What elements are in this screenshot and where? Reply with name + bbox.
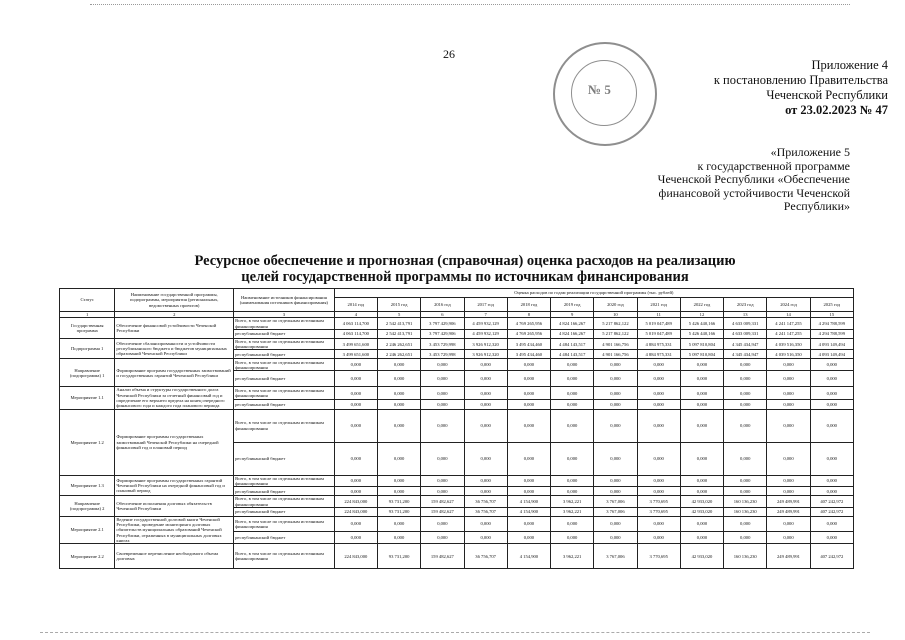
row-value: 407 242,972: [810, 507, 853, 516]
row-value: 4 154,900: [507, 507, 550, 516]
row-value: 4 633 009,331: [724, 329, 767, 338]
column-number: 15: [810, 312, 853, 318]
row-value: 0,000: [551, 442, 594, 475]
row-value: 0,000: [507, 371, 550, 387]
header-year: 2023 год: [724, 298, 767, 312]
row-value: 4 901 166,756: [594, 350, 637, 359]
program-ref-line-2: к государственной программе: [697, 158, 850, 173]
row-value: 3 770,695: [637, 544, 680, 569]
row-value: 0,000: [421, 516, 464, 531]
row-value: 0,000: [810, 359, 853, 371]
row-source: республиканский бюджет: [234, 371, 335, 387]
row-value: 4 294 788,599: [810, 329, 853, 338]
row-value: 0,000: [464, 475, 507, 487]
row-source: Всего, в том числе по отдельным источникам финансирования: [234, 318, 335, 330]
row-value: 0,000: [551, 371, 594, 387]
row-value: 5 019 047,489: [637, 329, 680, 338]
table-row: [60, 516, 854, 531]
row-value: 0,000: [594, 487, 637, 496]
row-value: 3 499 651,600: [334, 350, 377, 359]
row-value: 93 731,200: [377, 496, 420, 508]
row-value: 0,000: [507, 359, 550, 371]
column-number: 7: [464, 312, 507, 318]
row-value: 4 063 114,700: [334, 329, 377, 338]
table-row: [60, 387, 854, 399]
row-value: 0,000: [334, 371, 377, 387]
program-reference: [600, 146, 850, 214]
column-number: 4: [334, 312, 377, 318]
row-value: 4 154,900: [507, 544, 550, 569]
row-value: 0,000: [377, 371, 420, 387]
header-status: Статус: [60, 289, 115, 312]
row-value: 0,000: [334, 475, 377, 487]
row-value: 0,000: [810, 399, 853, 409]
row-value: 0,000: [680, 359, 723, 371]
row-value: 0,000: [594, 399, 637, 409]
row-value: 4 039 516,350: [767, 338, 810, 350]
appendix-decree-date: от 23.02.2023 № 47: [785, 103, 888, 117]
row-value: 4 345 434,947: [724, 338, 767, 350]
column-number: 8: [507, 312, 550, 318]
row-value: 0,000: [594, 532, 637, 544]
row-value: 0,000: [680, 516, 723, 531]
column-number: 13: [724, 312, 767, 318]
row-value: 0,000: [551, 475, 594, 487]
appendix-line-2: к постановлению Правительства: [713, 73, 888, 87]
column-number: 14: [767, 312, 810, 318]
row-source: республиканский бюджет: [234, 329, 335, 338]
table-row: [60, 544, 854, 569]
row-value: 0,000: [421, 532, 464, 544]
row-value: 0,000: [551, 359, 594, 371]
table-row: [60, 409, 854, 442]
row-value: 224 843,000: [334, 544, 377, 569]
row-value: 3 770,695: [637, 507, 680, 516]
row-value: 4 345 434,947: [724, 350, 767, 359]
header-source: Наименование источников финансирования (наименования источников финансирования): [234, 289, 335, 312]
header-year: 2024 год: [767, 298, 810, 312]
row-value: 0,000: [464, 487, 507, 496]
program-ref-line-3: Чеченской Республики «Обеспечение: [657, 172, 850, 186]
row-value: 0,000: [421, 359, 464, 371]
row-value: 0,000: [637, 399, 680, 409]
row-name: Формирование программы государственных гарантий Чеченской Республики на очередной финансовый год и плановый период: [115, 475, 234, 496]
row-value: 0,000: [724, 475, 767, 487]
row-value: 4 063 114,700: [334, 318, 377, 330]
row-value: 0,000: [594, 475, 637, 487]
row-value: 0,000: [377, 442, 420, 475]
row-value: 3 926 912,320: [464, 350, 507, 359]
column-number: 11: [637, 312, 680, 318]
row-value: 0,000: [767, 399, 810, 409]
row-value: 36 756,707: [464, 496, 507, 508]
appendix-line-3: Чеченской Республики: [766, 88, 888, 102]
header-year: 2019 год: [551, 298, 594, 312]
header-year: 2014 год: [334, 298, 377, 312]
row-value: 0,000: [421, 487, 464, 496]
row-value: 0,000: [724, 359, 767, 371]
row-value: 4 769 265,956: [507, 318, 550, 330]
row-value: 0,000: [421, 442, 464, 475]
row-value: 0,000: [724, 399, 767, 409]
row-value: 0,000: [507, 442, 550, 475]
row-value: 42 933,020: [680, 496, 723, 508]
row-source: Всего, в том числе по отдельным источникам финансирования: [234, 496, 335, 508]
row-value: 0,000: [724, 409, 767, 442]
row-source: Всего, в том числе по отдельным источникам финансирования: [234, 475, 335, 487]
table-row: [60, 338, 854, 350]
document-title: [170, 253, 760, 285]
row-value: 4 824 166,267: [551, 318, 594, 330]
row-value: 0,000: [767, 442, 810, 475]
row-source: Всего, в том числе по отдельным источникам финансирования: [234, 387, 335, 399]
row-value: 0,000: [680, 409, 723, 442]
row-value: 3 962,221: [551, 496, 594, 508]
row-value: 0,000: [377, 487, 420, 496]
row-value: 0,000: [637, 387, 680, 399]
row-value: 0,000: [464, 532, 507, 544]
row-value: 0,000: [464, 399, 507, 409]
row-value: 159 482,627: [421, 544, 464, 569]
scan-artifact-bottom: [40, 632, 870, 635]
row-status: Направление (подпрограмма) 2: [60, 496, 115, 517]
column-number: 12: [680, 312, 723, 318]
row-value: 4 484 143,517: [551, 350, 594, 359]
row-value: 4 484 143,517: [551, 338, 594, 350]
row-value: 0,000: [334, 409, 377, 442]
row-value: 5 426 440,166: [680, 318, 723, 330]
row-value: 0,000: [507, 487, 550, 496]
row-value: 0,000: [680, 399, 723, 409]
row-status: Государственная программа: [60, 318, 115, 339]
row-value: 249 489,991: [767, 496, 810, 508]
row-source: республиканский бюджет: [234, 532, 335, 544]
row-source: республиканский бюджет: [234, 350, 335, 359]
column-number: 5: [377, 312, 420, 318]
row-status: Мероприятие 2.1: [60, 516, 115, 543]
row-value: 42 933,020: [680, 507, 723, 516]
row-status: Подпрограмма 1: [60, 338, 115, 359]
page-number: 26: [443, 47, 455, 61]
row-value: 4 093 149,494: [810, 338, 853, 350]
funding-table: [59, 288, 854, 569]
row-value: 249 489,991: [767, 544, 810, 569]
row-value: 2 246 262,651: [377, 350, 420, 359]
row-value: 3 962,221: [551, 507, 594, 516]
row-value: 0,000: [334, 387, 377, 399]
row-source: Всего, в том числе по отдельным источникам финансирования: [234, 544, 335, 569]
row-value: 0,000: [551, 409, 594, 442]
row-value: 0,000: [464, 359, 507, 371]
row-value: 0,000: [680, 532, 723, 544]
row-value: 0,000: [594, 409, 637, 442]
row-value: 0,000: [334, 487, 377, 496]
row-value: 0,000: [551, 387, 594, 399]
row-value: 3 495 434,460: [507, 350, 550, 359]
row-value: 0,000: [767, 487, 810, 496]
row-value: 3 767,006: [594, 507, 637, 516]
row-value: 0,000: [767, 359, 810, 371]
row-value: 0,000: [334, 532, 377, 544]
row-source: Всего, в том числе по отдельным источникам финансирования: [234, 359, 335, 371]
row-value: 3 770,695: [637, 496, 680, 508]
row-value: 0,000: [767, 532, 810, 544]
row-value: 0,000: [724, 487, 767, 496]
row-status: Мероприятие 1.3: [60, 475, 115, 496]
row-value: 0,000: [810, 371, 853, 387]
row-value: 0,000: [680, 371, 723, 387]
row-name: Своевременное перечисление необходимого объема долговых: [115, 544, 234, 569]
header-row: [60, 289, 854, 298]
row-value: 3 453 729,998: [421, 350, 464, 359]
row-value: 3 499 651,600: [334, 338, 377, 350]
row-value: 0,000: [377, 516, 420, 531]
row-value: 4 154,900: [507, 496, 550, 508]
column-number: 6: [421, 312, 464, 318]
row-value: 4 901 166,756: [594, 338, 637, 350]
row-value: 5 019 047,489: [637, 318, 680, 330]
row-value: 407 242,972: [810, 544, 853, 569]
row-value: 0,000: [594, 371, 637, 387]
row-value: 4 039 516,350: [767, 350, 810, 359]
row-value: 0,000: [767, 409, 810, 442]
row-value: 0,000: [594, 359, 637, 371]
row-value: 3 797 429,906: [421, 318, 464, 330]
header-estimate: Оценка расходов по годам реализации государственной программы (тыс. рублей): [334, 289, 853, 298]
row-source: Всего, в том числе по отдельным источникам финансирования: [234, 409, 335, 442]
row-value: 5 217 862,122: [594, 329, 637, 338]
row-value: 0,000: [810, 487, 853, 496]
row-name: Обеспечение финансовой устойчивости Чеченской Республики: [115, 318, 234, 339]
header-year: 2015 год: [377, 298, 420, 312]
title-line-1: Ресурсное обеспечение и прогнозная (справочная) оценка расходов на реализацию: [194, 253, 736, 269]
title-line-2: целей государственной программы по источникам финансирования: [241, 269, 689, 285]
row-value: 3 767,006: [594, 496, 637, 508]
row-value: 0,000: [810, 475, 853, 487]
row-value: 0,000: [680, 442, 723, 475]
row-value: 3 767,006: [594, 544, 637, 569]
row-value: 0,000: [680, 487, 723, 496]
row-value: 0,000: [810, 532, 853, 544]
row-source: республиканский бюджет: [234, 399, 335, 409]
row-value: 0,000: [724, 532, 767, 544]
row-value: 0,000: [637, 442, 680, 475]
header-year: 2020 год: [594, 298, 637, 312]
row-value: 0,000: [507, 532, 550, 544]
row-value: 0,000: [507, 475, 550, 487]
column-number: 10: [594, 312, 637, 318]
row-value: 0,000: [767, 516, 810, 531]
row-value: 4 093 149,494: [810, 350, 853, 359]
row-value: 2 246 262,651: [377, 338, 420, 350]
row-value: 0,000: [767, 387, 810, 399]
row-source: республиканский бюджет: [234, 487, 335, 496]
scan-artifact-top: [90, 4, 850, 7]
row-value: 4 459 932,129: [464, 329, 507, 338]
header-year: 2021 год: [637, 298, 680, 312]
row-value: 0,000: [810, 516, 853, 531]
row-value: 5 097 810,804: [680, 338, 723, 350]
row-value: 0,000: [680, 387, 723, 399]
header-year: 2025 год: [810, 298, 853, 312]
row-value: 0,000: [637, 371, 680, 387]
table-row: [60, 318, 854, 330]
row-name: Обеспечение сбалансированности и устойчивости республиканского бюджета и бюджетов муниципальных образований Чеченской Республики: [115, 338, 234, 359]
row-value: 93 731,200: [377, 507, 420, 516]
row-value: 0,000: [637, 532, 680, 544]
row-value: 160 136,230: [724, 544, 767, 569]
row-value: 0,000: [724, 516, 767, 531]
row-value: 0,000: [377, 359, 420, 371]
row-value: 0,000: [637, 516, 680, 531]
row-value: 224 843,000: [334, 496, 377, 508]
column-number: 3: [234, 312, 335, 318]
table-row: [60, 475, 854, 487]
row-value: 160 136,230: [724, 496, 767, 508]
program-ref-line-4: финансовой устойчивости Чеченской: [658, 185, 850, 200]
row-value: 0,000: [594, 442, 637, 475]
program-ref-line-5: Республики»: [783, 199, 850, 213]
column-number: 9: [551, 312, 594, 318]
row-value: 4 769 265,956: [507, 329, 550, 338]
row-value: 0,000: [464, 516, 507, 531]
row-value: 0,000: [507, 516, 550, 531]
row-value: 0,000: [421, 387, 464, 399]
row-value: 4 884 975,331: [637, 338, 680, 350]
row-value: 0,000: [334, 442, 377, 475]
row-name: Обеспечение исполнения долговых обязательств Чеченской Республики: [115, 496, 234, 517]
row-value: 159 482,627: [421, 507, 464, 516]
appendix-line-1: Приложение 4: [811, 58, 888, 72]
row-value: 0,000: [810, 409, 853, 442]
row-value: 0,000: [464, 387, 507, 399]
row-value: 5 217 862,122: [594, 318, 637, 330]
row-value: 36 756,707: [464, 544, 507, 569]
row-value: 0,000: [377, 532, 420, 544]
row-source: республиканский бюджет: [234, 442, 335, 475]
row-value: 0,000: [637, 487, 680, 496]
row-name: Формирование программ государственных заимствований и государственных гарантий Чеченской Республики: [115, 359, 234, 387]
row-source: Всего, в том числе по отдельным источникам финансирования: [234, 516, 335, 531]
row-value: 0,000: [724, 371, 767, 387]
row-name: Формирование программы государственных заимствований Чеченской Республики на очередной финансовый год и плановый период: [115, 409, 234, 475]
row-value: 0,000: [334, 399, 377, 409]
header-year: 2016 год: [421, 298, 464, 312]
program-ref-line-1: «Приложение 5: [770, 145, 850, 159]
row-value: 0,000: [551, 399, 594, 409]
row-source: Всего, в том числе по отдельным источникам финансирования: [234, 338, 335, 350]
row-value: 0,000: [551, 532, 594, 544]
row-value: 4 241 147,255: [767, 329, 810, 338]
header-year: 2022 год: [680, 298, 723, 312]
row-value: 0,000: [767, 475, 810, 487]
row-value: 0,000: [421, 399, 464, 409]
row-value: 4 241 147,255: [767, 318, 810, 330]
row-value: 0,000: [767, 371, 810, 387]
table-row: [60, 496, 854, 508]
row-value: 0,000: [637, 359, 680, 371]
row-value: 249 489,991: [767, 507, 810, 516]
row-value: 93 731,200: [377, 544, 420, 569]
row-value: 2 542 413,791: [377, 318, 420, 330]
header-year: 2018 год: [507, 298, 550, 312]
row-value: 0,000: [724, 442, 767, 475]
row-value: 0,000: [421, 371, 464, 387]
row-source: республиканский бюджет: [234, 507, 335, 516]
row-value: 0,000: [464, 409, 507, 442]
row-value: 0,000: [377, 409, 420, 442]
row-value: 0,000: [680, 475, 723, 487]
row-value: 0,000: [421, 475, 464, 487]
row-status: Мероприятие 1.1: [60, 387, 115, 409]
row-status: Мероприятие 1.2: [60, 409, 115, 475]
appendix-header: [608, 58, 888, 118]
row-value: 3 495 434,460: [507, 338, 550, 350]
row-value: 5 097 810,804: [680, 350, 723, 359]
row-value: 0,000: [507, 399, 550, 409]
row-value: 36 756,707: [464, 507, 507, 516]
header-name: Наименование государственной программы, подпрограммы, мероприятия (региональных, ведомственных проектов): [115, 289, 234, 312]
row-value: 0,000: [334, 359, 377, 371]
row-value: 0,000: [810, 387, 853, 399]
row-value: 0,000: [334, 516, 377, 531]
row-value: 4 824 166,267: [551, 329, 594, 338]
row-value: 0,000: [464, 442, 507, 475]
row-value: 407 242,972: [810, 496, 853, 508]
row-value: 0,000: [594, 387, 637, 399]
row-value: 0,000: [724, 387, 767, 399]
row-value: 42 933,020: [680, 544, 723, 569]
row-value: 2 542 413,791: [377, 329, 420, 338]
row-value: 0,000: [551, 516, 594, 531]
row-value: 0,000: [507, 387, 550, 399]
row-value: 0,000: [551, 487, 594, 496]
row-value: 4 633 009,331: [724, 318, 767, 330]
row-value: 0,000: [464, 371, 507, 387]
row-value: 0,000: [377, 399, 420, 409]
header-year: 2017 год: [464, 298, 507, 312]
row-value: 4 459 932,129: [464, 318, 507, 330]
row-value: 0,000: [637, 409, 680, 442]
table-row: [60, 359, 854, 371]
row-value: 0,000: [377, 387, 420, 399]
column-number: 1: [60, 312, 115, 318]
column-number: 2: [115, 312, 234, 318]
row-value: 160 136,230: [724, 507, 767, 516]
row-value: 3 797 429,906: [421, 329, 464, 338]
row-value: 3 926 912,320: [464, 338, 507, 350]
row-value: 4 294 788,599: [810, 318, 853, 330]
row-value: 4 884 975,331: [637, 350, 680, 359]
row-value: 0,000: [377, 475, 420, 487]
stamp-number: № 5: [588, 82, 611, 97]
row-value: 0,000: [507, 409, 550, 442]
row-status: Направление (подпрограмма) 1: [60, 359, 115, 387]
row-value: 159 482,627: [421, 496, 464, 508]
row-value: 0,000: [637, 475, 680, 487]
row-status: Мероприятие 2.2: [60, 544, 115, 569]
row-value: 0,000: [421, 409, 464, 442]
row-value: 5 426 440,166: [680, 329, 723, 338]
row-value: 224 843,000: [334, 507, 377, 516]
row-value: 0,000: [594, 516, 637, 531]
row-value: 3 453 729,998: [421, 338, 464, 350]
row-value: 0,000: [810, 442, 853, 475]
row-name: Ведение государственной долговой книги Чеченской Республики, проведение мониторинга долговых обязательств муниципальных образований Чеченской Республики, отраженных в муниципальных долговых книгах: [115, 516, 234, 543]
row-value: 3 962,221: [551, 544, 594, 569]
row-name: Анализ объема и структуры государственного долга Чеченской Республики за отчетный финансовый год и определение его верхнего предела на конец очередного финансового года и каждого года планового периода: [115, 387, 234, 409]
